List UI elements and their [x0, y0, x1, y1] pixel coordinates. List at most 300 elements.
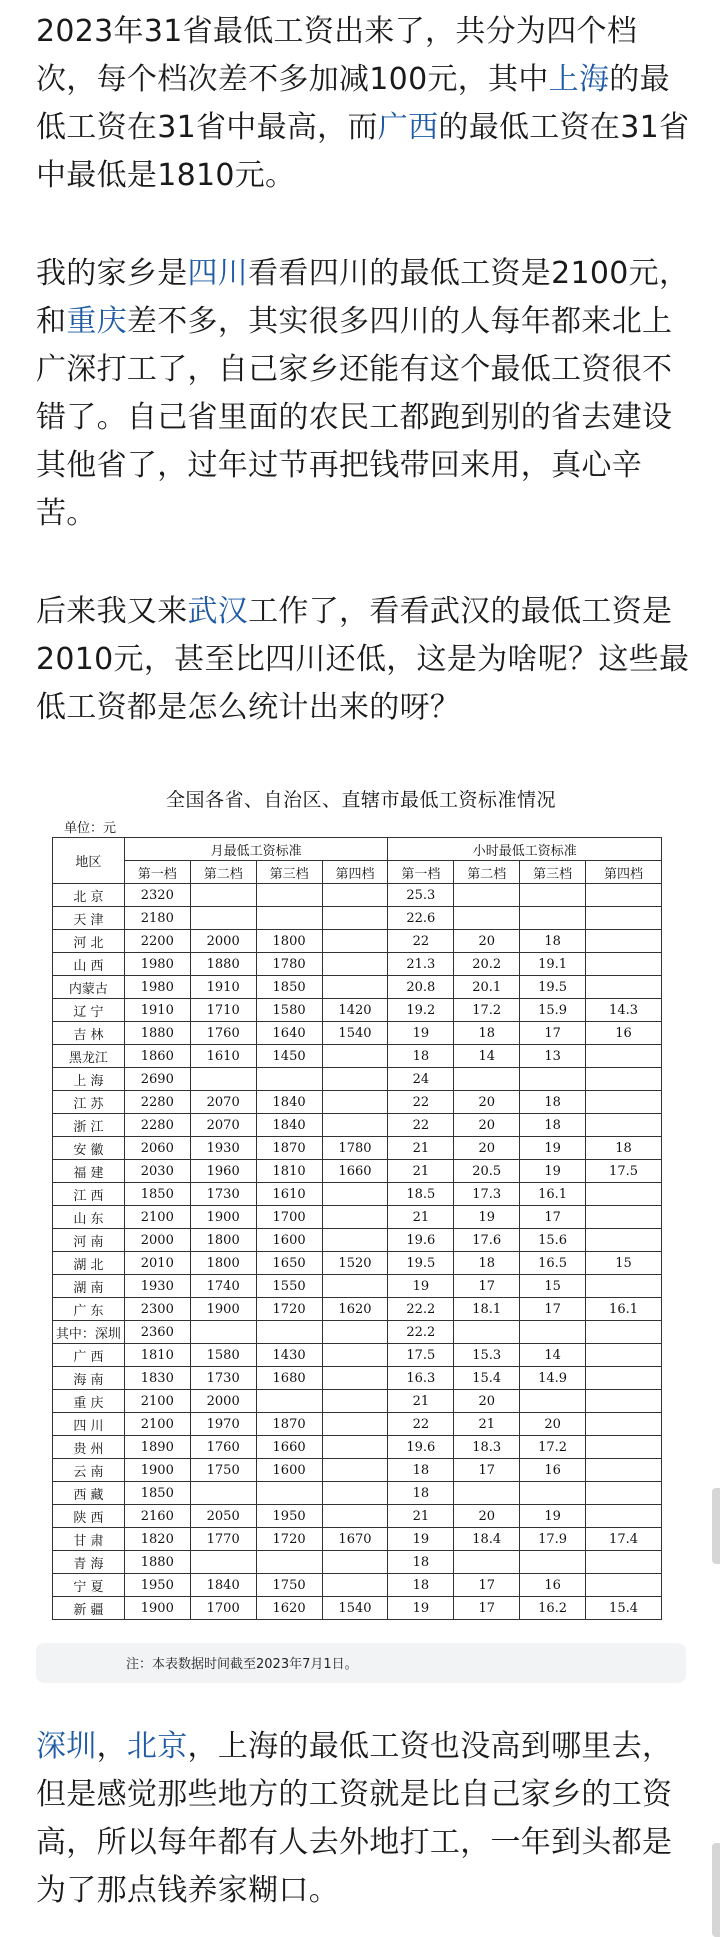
value-cell: [190, 884, 256, 907]
value-cell: 1580: [190, 1344, 256, 1367]
value-cell: [520, 1068, 586, 1091]
value-cell: 1680: [256, 1367, 322, 1390]
value-cell: 1620: [256, 1597, 322, 1620]
value-cell: 2320: [124, 884, 190, 907]
value-cell: 14.3: [586, 999, 662, 1022]
value-cell: 2070: [190, 1091, 256, 1114]
value-cell: 18: [520, 1091, 586, 1114]
text-segment: 工作了，看看武汉的最低工资是2010元，甚至比四川还低，这是为啥呢？这些最低工资都是怎么统计出来的呀？: [36, 594, 690, 725]
value-cell: 17: [454, 1275, 520, 1298]
value-cell: 19: [454, 1206, 520, 1229]
text-segment: 后来我又来: [36, 594, 188, 629]
value-cell: 20: [454, 1505, 520, 1528]
value-cell: 1850: [124, 1482, 190, 1505]
value-cell: [586, 1574, 662, 1597]
value-cell: 13: [520, 1045, 586, 1068]
value-cell: 20: [454, 1091, 520, 1114]
keyword-link-beijing[interactable]: 北京: [126, 1729, 188, 1764]
header-monthly-tier-2: 第二档: [190, 861, 256, 884]
value-cell: 18.4: [454, 1528, 520, 1551]
region-cell: 河 北: [53, 930, 125, 953]
value-cell: [322, 1091, 388, 1114]
keyword-link-guangxi[interactable]: 广西: [377, 110, 439, 145]
value-cell: 19.1: [520, 953, 586, 976]
keyword-link-wuhan[interactable]: 武汉: [187, 594, 249, 629]
value-cell: [322, 953, 388, 976]
value-cell: [586, 1321, 662, 1344]
value-cell: 17: [454, 1459, 520, 1482]
region-cell: 河 南: [53, 1229, 125, 1252]
table-row: [53, 1160, 662, 1183]
value-cell: 1620: [322, 1298, 388, 1321]
region-cell: 甘 肃: [53, 1528, 125, 1551]
value-cell: 16: [520, 1574, 586, 1597]
value-cell: [454, 907, 520, 930]
region-cell: 陕 西: [53, 1505, 125, 1528]
value-cell: 2300: [124, 1298, 190, 1321]
value-cell: [256, 884, 322, 907]
value-cell: 18: [454, 1022, 520, 1045]
value-cell: 2280: [124, 1091, 190, 1114]
value-cell: [586, 1390, 662, 1413]
keyword-link-chongqing[interactable]: 重庆: [66, 304, 127, 339]
value-cell: 1750: [256, 1574, 322, 1597]
region-cell: 山 西: [53, 953, 125, 976]
table-row: [53, 1137, 662, 1160]
table-row: [53, 1574, 662, 1597]
value-cell: 2000: [124, 1229, 190, 1252]
value-cell: 2050: [190, 1505, 256, 1528]
value-cell: [190, 1551, 256, 1574]
value-cell: [256, 1321, 322, 1344]
value-cell: [322, 1482, 388, 1505]
value-cell: 1900: [190, 1206, 256, 1229]
value-cell: 22.2: [388, 1321, 454, 1344]
region-cell: 浙 江: [53, 1114, 125, 1137]
value-cell: [256, 1068, 322, 1091]
value-cell: 14: [520, 1344, 586, 1367]
value-cell: 16.1: [520, 1183, 586, 1206]
value-cell: [454, 1321, 520, 1344]
value-cell: [190, 907, 256, 930]
value-cell: 15: [586, 1252, 662, 1275]
region-cell: 四 川: [53, 1413, 125, 1436]
scrollbar-indicator[interactable]: [712, 1843, 720, 1937]
keyword-link-shenzhen[interactable]: 深圳: [36, 1729, 97, 1764]
value-cell: 2030: [124, 1160, 190, 1183]
value-cell: 2180: [124, 907, 190, 930]
value-cell: 15.4: [454, 1367, 520, 1390]
region-cell: 新 疆: [53, 1597, 125, 1620]
value-cell: 1900: [124, 1597, 190, 1620]
value-cell: 22: [388, 1091, 454, 1114]
value-cell: 1450: [256, 1045, 322, 1068]
value-cell: 16.3: [388, 1367, 454, 1390]
value-cell: 19: [520, 1137, 586, 1160]
value-cell: 1760: [190, 1022, 256, 1045]
keyword-link-shanghai[interactable]: 上海: [548, 62, 610, 97]
value-cell: 1890: [124, 1436, 190, 1459]
region-cell: 辽 宁: [53, 999, 125, 1022]
value-cell: 1710: [190, 999, 256, 1022]
value-cell: 14.9: [520, 1367, 586, 1390]
region-cell: 重 庆: [53, 1390, 125, 1413]
value-cell: 1800: [190, 1229, 256, 1252]
value-cell: 17.2: [520, 1436, 586, 1459]
value-cell: 1700: [190, 1597, 256, 1620]
value-cell: 1880: [124, 1022, 190, 1045]
wage-table-figure[interactable]: [36, 775, 686, 1685]
value-cell: 1970: [190, 1413, 256, 1436]
value-cell: 2690: [124, 1068, 190, 1091]
region-cell: 天 津: [53, 907, 125, 930]
value-cell: [322, 1183, 388, 1206]
header-hourly: 小时最低工资标准: [388, 838, 662, 861]
table-row: [53, 930, 662, 953]
value-cell: 2000: [190, 1390, 256, 1413]
value-cell: 17: [454, 1597, 520, 1620]
value-cell: 2070: [190, 1114, 256, 1137]
value-cell: [586, 1459, 662, 1482]
value-cell: 1430: [256, 1344, 322, 1367]
region-cell: 江 西: [53, 1183, 125, 1206]
value-cell: 1840: [190, 1574, 256, 1597]
text-segment: 差不多，其实很多四川的人每年都来北上广深打工了，自己家乡还能有这个最低工资很不错了。自己省里面的农民工都跑到别的省去建设其他省了，过年过节再把钱带回来用，真心辛苦。: [36, 304, 673, 531]
value-cell: 2000: [190, 930, 256, 953]
region-cell: 吉 林: [53, 1022, 125, 1045]
region-cell: 黑龙江: [53, 1045, 125, 1068]
region-cell: 海 南: [53, 1367, 125, 1390]
region-cell: 山 东: [53, 1206, 125, 1229]
value-cell: 1660: [322, 1160, 388, 1183]
table-row: [53, 1091, 662, 1114]
value-cell: [322, 907, 388, 930]
value-cell: [586, 1436, 662, 1459]
table-row: [53, 976, 662, 999]
value-cell: 1720: [256, 1298, 322, 1321]
value-cell: [586, 930, 662, 953]
value-cell: 20.1: [454, 976, 520, 999]
table-row: [53, 884, 662, 907]
value-cell: 24: [388, 1068, 454, 1091]
value-cell: [256, 1551, 322, 1574]
value-cell: 15.6: [520, 1229, 586, 1252]
value-cell: 1980: [124, 953, 190, 976]
table-row: [53, 1459, 662, 1482]
value-cell: [586, 1068, 662, 1091]
value-cell: [520, 884, 586, 907]
value-cell: 1900: [190, 1298, 256, 1321]
value-cell: 18: [388, 1045, 454, 1068]
value-cell: 1750: [190, 1459, 256, 1482]
value-cell: [322, 1114, 388, 1137]
value-cell: 1740: [190, 1275, 256, 1298]
value-cell: 2010: [124, 1252, 190, 1275]
value-cell: 18: [454, 1252, 520, 1275]
table-row: [53, 1505, 662, 1528]
value-cell: [256, 1482, 322, 1505]
region-cell: 江 苏: [53, 1091, 125, 1114]
header-monthly-tier-4: 第四档: [322, 861, 388, 884]
text-segment: 我的家乡是: [36, 256, 188, 291]
value-cell: 16: [520, 1459, 586, 1482]
value-cell: 1850: [256, 976, 322, 999]
value-cell: [454, 1482, 520, 1505]
value-cell: [586, 1413, 662, 1436]
value-cell: 1540: [322, 1022, 388, 1045]
region-cell: 西 藏: [53, 1482, 125, 1505]
value-cell: 20: [454, 1114, 520, 1137]
header-region: 地区: [53, 838, 125, 884]
region-cell: 广 东: [53, 1298, 125, 1321]
value-cell: 1660: [256, 1436, 322, 1459]
value-cell: [586, 1229, 662, 1252]
table-note-box: [36, 1643, 686, 1683]
value-cell: 16.5: [520, 1252, 586, 1275]
table-row: [53, 1597, 662, 1620]
value-cell: 22: [388, 1413, 454, 1436]
header-hourly-tier-2: 第二档: [454, 861, 520, 884]
value-cell: 18: [520, 1114, 586, 1137]
value-cell: [322, 1206, 388, 1229]
table-subheader-row: [53, 861, 662, 884]
table-note: 注：本表数据时间截至2023年7月1日。: [126, 1657, 358, 1672]
value-cell: 19.6: [388, 1229, 454, 1252]
value-cell: 1720: [256, 1528, 322, 1551]
table-row: [53, 907, 662, 930]
value-cell: 1860: [124, 1045, 190, 1068]
value-cell: [586, 1551, 662, 1574]
value-cell: [322, 1459, 388, 1482]
value-cell: 20: [520, 1413, 586, 1436]
value-cell: 17: [520, 1298, 586, 1321]
region-cell: 安 徽: [53, 1137, 125, 1160]
value-cell: 17.5: [388, 1344, 454, 1367]
table-row: [53, 953, 662, 976]
value-cell: 2360: [124, 1321, 190, 1344]
region-cell: 其中：深圳: [53, 1321, 125, 1344]
value-cell: [586, 976, 662, 999]
value-cell: 19: [520, 1160, 586, 1183]
value-cell: [256, 1390, 322, 1413]
table-header-row: [53, 838, 662, 861]
value-cell: [322, 1068, 388, 1091]
table-row: [53, 1183, 662, 1206]
value-cell: 1640: [256, 1022, 322, 1045]
value-cell: 1520: [322, 1252, 388, 1275]
value-cell: 18.1: [454, 1298, 520, 1321]
scrollbar-indicator[interactable]: [712, 1488, 720, 1564]
paragraph-hometown: [36, 250, 696, 538]
value-cell: [190, 1482, 256, 1505]
region-cell: 内蒙古: [53, 976, 125, 999]
value-cell: [586, 953, 662, 976]
value-cell: 1780: [322, 1137, 388, 1160]
value-cell: 1870: [256, 1413, 322, 1436]
region-cell: 北 京: [53, 884, 125, 907]
table-row: [53, 1206, 662, 1229]
table-row: [53, 1114, 662, 1137]
value-cell: 19: [388, 1528, 454, 1551]
value-cell: [454, 1068, 520, 1091]
text-segment: 看看四川的最低工资是2100元，和: [36, 256, 690, 339]
value-cell: 1540: [322, 1597, 388, 1620]
value-cell: [520, 1321, 586, 1344]
table-unit: 单位：元: [64, 821, 117, 836]
value-cell: 18: [586, 1137, 662, 1160]
table-row: [53, 1298, 662, 1321]
table-row: [53, 999, 662, 1022]
value-cell: [586, 1206, 662, 1229]
value-cell: 19: [520, 1505, 586, 1528]
value-cell: 1840: [256, 1091, 322, 1114]
value-cell: 22: [388, 1114, 454, 1137]
header-hourly-tier-1: 第一档: [388, 861, 454, 884]
value-cell: [586, 1344, 662, 1367]
value-cell: 1930: [190, 1137, 256, 1160]
value-cell: 21: [388, 1505, 454, 1528]
value-cell: [586, 1114, 662, 1137]
paragraph-intro: [36, 8, 696, 200]
header-monthly: 月最低工资标准: [124, 838, 388, 861]
value-cell: 19.5: [520, 976, 586, 999]
table-row: [53, 1229, 662, 1252]
value-cell: [322, 1390, 388, 1413]
value-cell: 1950: [124, 1574, 190, 1597]
value-cell: 17.4: [586, 1528, 662, 1551]
value-cell: 1550: [256, 1275, 322, 1298]
region-cell: 贵 州: [53, 1436, 125, 1459]
table-row: [53, 1022, 662, 1045]
value-cell: 19.5: [388, 1252, 454, 1275]
value-cell: 17.6: [454, 1229, 520, 1252]
value-cell: [322, 1367, 388, 1390]
value-cell: [322, 1574, 388, 1597]
value-cell: 17: [454, 1574, 520, 1597]
value-cell: 1780: [256, 953, 322, 976]
value-cell: [322, 976, 388, 999]
value-cell: 15.9: [520, 999, 586, 1022]
value-cell: 20: [454, 1137, 520, 1160]
value-cell: [520, 1390, 586, 1413]
value-cell: 2200: [124, 930, 190, 953]
value-cell: 1810: [124, 1344, 190, 1367]
value-cell: 1800: [256, 930, 322, 953]
value-cell: 18: [388, 1482, 454, 1505]
region-cell: 宁 夏: [53, 1574, 125, 1597]
value-cell: [520, 1551, 586, 1574]
value-cell: [586, 1482, 662, 1505]
value-cell: 20: [454, 1390, 520, 1413]
value-cell: [586, 1183, 662, 1206]
value-cell: [454, 1551, 520, 1574]
value-cell: 18.5: [388, 1183, 454, 1206]
value-cell: [256, 907, 322, 930]
value-cell: 1610: [190, 1045, 256, 1068]
value-cell: 1910: [190, 976, 256, 999]
value-cell: 1870: [256, 1137, 322, 1160]
value-cell: [322, 1045, 388, 1068]
value-cell: 16.1: [586, 1298, 662, 1321]
header-monthly-tier-1: 第一档: [124, 861, 190, 884]
value-cell: 21: [388, 1390, 454, 1413]
table-row: [53, 1275, 662, 1298]
value-cell: 18: [520, 930, 586, 953]
value-cell: 17.2: [454, 999, 520, 1022]
value-cell: 19.6: [388, 1436, 454, 1459]
text-segment: ，: [96, 1729, 127, 1764]
value-cell: 1960: [190, 1160, 256, 1183]
paragraph-wuhan: [36, 588, 696, 732]
value-cell: [322, 1551, 388, 1574]
header-hourly-tier-4: 第四档: [586, 861, 662, 884]
value-cell: [586, 1091, 662, 1114]
value-cell: 2100: [124, 1413, 190, 1436]
region-cell: 福 建: [53, 1160, 125, 1183]
value-cell: 19.2: [388, 999, 454, 1022]
value-cell: 2060: [124, 1137, 190, 1160]
value-cell: 1840: [256, 1114, 322, 1137]
value-cell: 17.3: [454, 1183, 520, 1206]
value-cell: 22.2: [388, 1298, 454, 1321]
value-cell: 15: [520, 1275, 586, 1298]
text-segment: ，上海的最低工资也没高到哪里去，但是感觉那些地方的工资就是比自己家乡的工资高，所以每年都有人去外地打工，一年到头都是为了那点钱养家糊口。: [36, 1729, 673, 1908]
value-cell: 1910: [124, 999, 190, 1022]
value-cell: 20.5: [454, 1160, 520, 1183]
region-cell: 青 海: [53, 1551, 125, 1574]
region-cell: 上 海: [53, 1068, 125, 1091]
table-row: [53, 1367, 662, 1390]
value-cell: [322, 1436, 388, 1459]
value-cell: [322, 1229, 388, 1252]
value-cell: 1650: [256, 1252, 322, 1275]
value-cell: [586, 907, 662, 930]
value-cell: [454, 884, 520, 907]
region-cell: 广 西: [53, 1344, 125, 1367]
value-cell: [586, 884, 662, 907]
value-cell: 25.3: [388, 884, 454, 907]
region-cell: 云 南: [53, 1459, 125, 1482]
table-row: [53, 1436, 662, 1459]
value-cell: 20: [454, 930, 520, 953]
value-cell: 17: [520, 1022, 586, 1045]
value-cell: 19: [388, 1022, 454, 1045]
value-cell: 1930: [124, 1275, 190, 1298]
table-title: 全国各省、自治区、直辖市最低工资标准情况: [165, 789, 556, 811]
keyword-link-sichuan[interactable]: 四川: [187, 256, 249, 291]
value-cell: 2100: [124, 1206, 190, 1229]
value-cell: 1730: [190, 1367, 256, 1390]
value-cell: 1850: [124, 1183, 190, 1206]
text-segment: 的最低工资在31省中最高，而: [36, 62, 670, 145]
value-cell: 1770: [190, 1528, 256, 1551]
value-cell: [322, 930, 388, 953]
value-cell: 1670: [322, 1528, 388, 1551]
value-cell: 17.9: [520, 1528, 586, 1551]
value-cell: [586, 1045, 662, 1068]
value-cell: 1880: [190, 953, 256, 976]
value-cell: 1760: [190, 1436, 256, 1459]
value-cell: 2100: [124, 1390, 190, 1413]
value-cell: [190, 1321, 256, 1344]
text-segment: 的最低工资在31省中最低是1810元。: [36, 110, 690, 193]
value-cell: 1610: [256, 1183, 322, 1206]
value-cell: 18: [388, 1551, 454, 1574]
value-cell: 2280: [124, 1114, 190, 1137]
value-cell: [586, 1505, 662, 1528]
text-segment: 2023年31省最低工资出来了，共分为四个档次，每个档次差不多加减100元，其中: [36, 14, 638, 97]
table-body: [53, 884, 662, 1620]
